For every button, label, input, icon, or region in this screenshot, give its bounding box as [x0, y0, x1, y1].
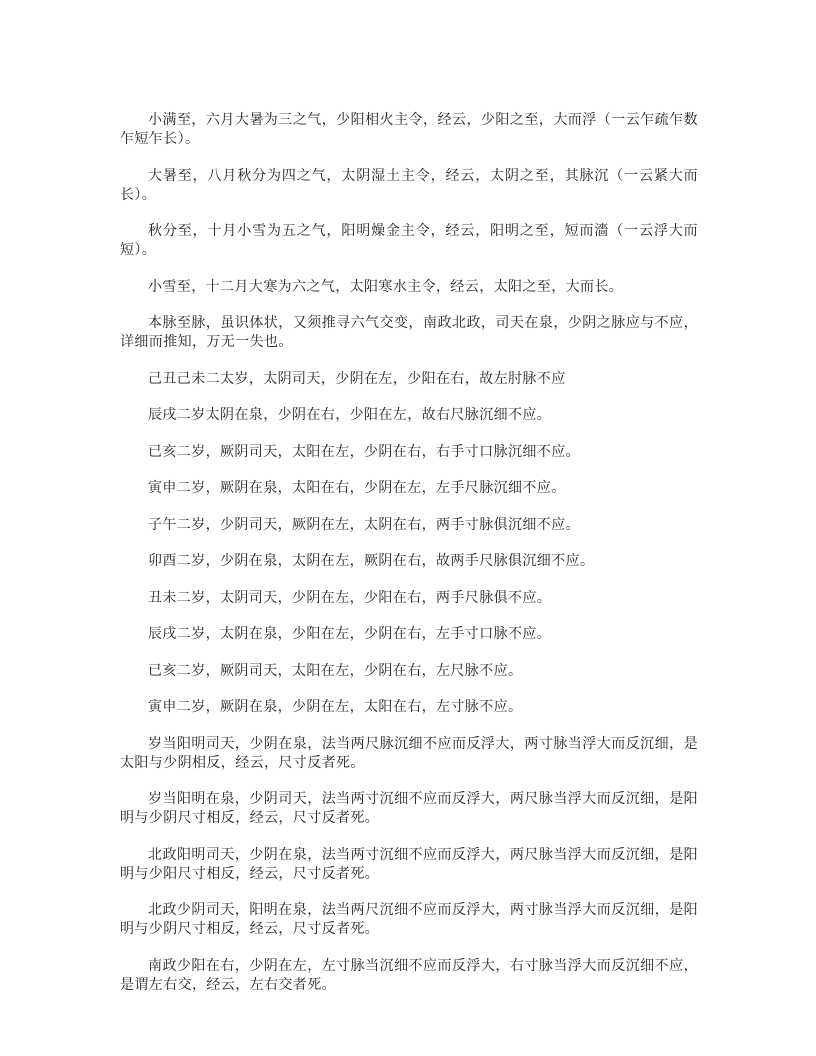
paragraph: 子午二岁，少阴司天，厥阴在左，太阴在右，两手寸脉俱沉细不应。 — [148, 516, 580, 533]
paragraph: 小雪至，十二月大寒为六之气，太阳寒水主令，经云，太阳之至，大而长。 — [148, 278, 624, 295]
paragraph: 丑未二岁，太阴司天，少阴在左，少阳在右，两手尺脉俱不应。 — [148, 589, 552, 606]
document-page — [120, 111, 698, 1012]
paragraph: 已亥二岁，厥阴司天，太阳在左，少阴在右，右手寸口脉沉细不应。 — [148, 443, 580, 460]
paragraph: 己丑己未二太岁，太阴司天，少阴在左，少阳在右，故左肘脉不应 — [148, 370, 566, 387]
paragraph: 小满至，六月大暑为三之气，少阳相火主令，经云，少阳之至，大而浮（一云乍疏乍数乍短乍长）。 — [120, 112, 698, 147]
paragraph: 北政阳明司天，少阴在泉，法当两寸沉细不应而反浮大，两尺脉当浮大而反沉细，是阳明与少阳尺寸相反，经云，尺寸反者死。 — [120, 846, 698, 882]
paragraph: 寅申二岁，厥阴在泉，少阴在左，太阳在右，左寸脉不应。 — [148, 699, 523, 715]
paragraph: 岁当阳明司天，少阴在泉，法当两尺脉沉细不应而反浮大，两寸脉当浮大而反沉细，是太阳与少阴相反，经云，尺寸反者死。 — [120, 735, 698, 771]
paragraph: 已亥二岁，厥阴司天，太阳在左，少阴在右，左尺脉不应。 — [148, 662, 523, 679]
paragraph: 本脉至脉，虽识体状，又须推寻六气交变，南政北政，司天在泉，少阴之脉应与不应，详细而推知，万无一失也。 — [120, 315, 698, 350]
paragraph: 辰戌二岁太阴在泉，少阴在右，少阳在左，故右尺脉沉细不应。 — [148, 407, 552, 423]
paragraph: 寅申二岁，厥阴在泉，太阳在右，少阴在左，左手尺脉沉细不应。 — [148, 480, 566, 496]
paragraph: 北政少阴司天，阳明在泉，法当两尺沉细不应而反浮大，两寸脉当浮大而反沉细，是阳明与少阴尺寸相反，经云，尺寸反者死。 — [120, 902, 698, 937]
paragraph: 辰戌二岁，太阴在泉，少阳在左，少阴在右，左手寸口脉不应。 — [148, 626, 552, 642]
paragraph: 岁当阳明在泉，少阴司天，法当两寸沉细不应而反浮大，两尺脉当浮大而反沉细，是阳明与少阴尺寸相反，经云，尺寸反者死。 — [120, 791, 698, 826]
paragraph: 秋分至，十月小雪为五之气，阳明燥金主令，经云，阳明之至，短而濇（一云浮大而短）。 — [120, 223, 698, 258]
paragraph: 大暑至，八月秋分为四之气，太阴湿土主令，经云，太阴之至，其脉沉（一云紧大而长）。 — [120, 167, 698, 203]
paragraph: 卯酉二岁，少阴在泉，太阴在左，厥阴在右，故两手尺脉俱沉细不应。 — [148, 553, 595, 569]
paragraph: 南政少阳在右，少阴在左，左寸脉当沉细不应而反浮大，右寸脉当浮大而反沉细不应，是谓左右交，经云，左右交者死。 — [120, 957, 698, 993]
